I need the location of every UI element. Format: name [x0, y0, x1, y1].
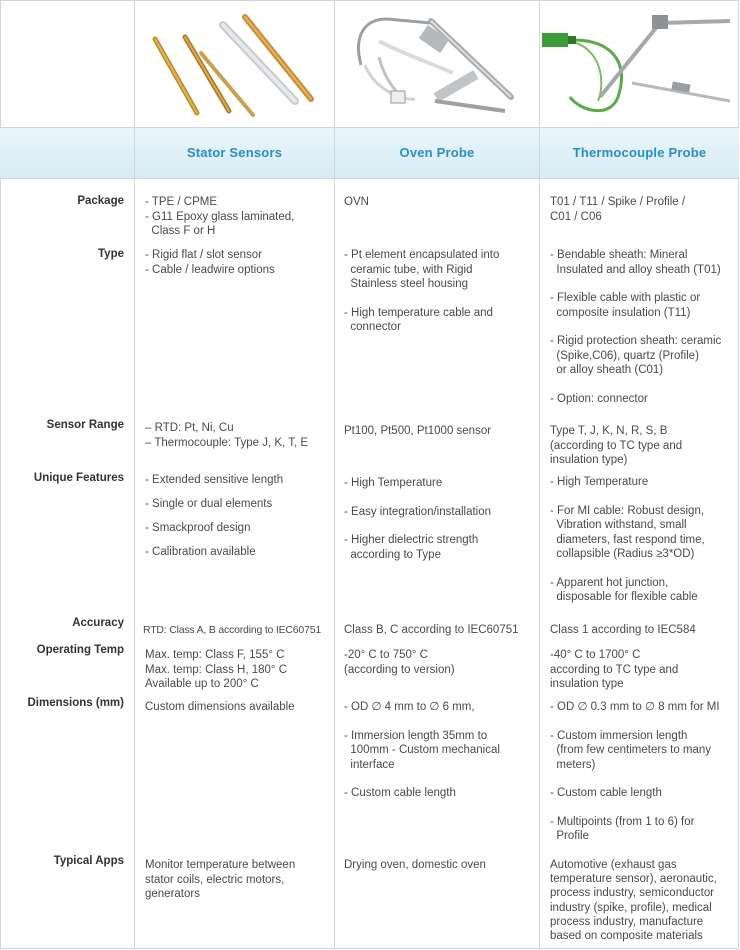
- cell-dimensions-stator: [145, 700, 295, 715]
- cell-optemp-thermocouple: [550, 648, 678, 692]
- cell-text-line: - Extended sensitive length: [145, 474, 284, 486]
- column-title-stator: Stator Sensors: [186, 145, 283, 160]
- cell-text-line: - Multipoints (from 1 to 6) for: [550, 815, 695, 828]
- cell-text-line: - Custom cable length: [550, 787, 662, 799]
- divider: [0, 178, 739, 179]
- cell-package-oven: [344, 195, 369, 210]
- cell-features-thermocouple: [550, 475, 705, 605]
- cell-type-thermocouple: [550, 248, 721, 406]
- cell-text-line: - OD ∅ 4 mm to ∅ 6 mm,: [344, 701, 475, 713]
- paragraph-gap: [550, 715, 720, 729]
- cell-text-line: OVN: [344, 196, 369, 208]
- cell-text-line: interface: [344, 758, 395, 771]
- cell-text-line: process industry, manufacture: [550, 915, 704, 928]
- cell-type-stator: [145, 248, 275, 277]
- cell-text-line: or alloy sheath (C01): [550, 364, 664, 376]
- cell-text-line: - Custom cable length: [344, 787, 456, 799]
- cell-text-line: – Thermocouple: Type J, K, T, E: [145, 436, 309, 449]
- cell-text-line: process industry, semiconductor: [550, 887, 715, 900]
- cell-text-line: ceramic tube, with Rigid: [344, 263, 473, 276]
- stator-sensors-image: [135, 1, 334, 127]
- thermocouple-probe-image: [540, 1, 739, 127]
- cell-text-line: Class B, C according to IEC60751: [344, 624, 519, 636]
- cell-text-line: – RTD: Pt, Ni, Cu: [145, 422, 234, 434]
- row-label-unique-features: Unique Features: [33, 472, 124, 484]
- cell-text-line: - OD ∅ 0.3 mm to ∅ 8 mm for MI: [550, 701, 720, 713]
- row-label-package: Package: [77, 195, 124, 207]
- cell-text-line: - Pt element encapsulated into: [344, 249, 500, 261]
- row-label-dimensions: Dimensions (mm): [27, 697, 124, 709]
- paragraph-gap: [145, 485, 283, 499]
- cell-text-line: - Apparent hot junction,: [550, 576, 669, 589]
- cell-apps-oven: [344, 858, 486, 873]
- cell-text-line: - Custom immersion length: [550, 729, 688, 742]
- paragraph-gap: [344, 519, 491, 533]
- paragraph-gap: [145, 509, 283, 523]
- paragraph-gap: [344, 491, 491, 505]
- cell-accuracy-stator: [143, 623, 321, 638]
- cell-text-line: - Single or dual elements: [145, 498, 273, 510]
- cell-text-line: Stainless steel housing: [344, 278, 469, 290]
- row-label-sensor-range: Sensor Range: [46, 419, 124, 431]
- cell-text-line: diameters, fast respond time,: [550, 533, 705, 546]
- cell-range-stator: [145, 421, 308, 450]
- cell-package-thermocouple: [550, 195, 685, 224]
- cell-text-line: meters): [550, 758, 596, 771]
- cell-accuracy-thermocouple: [550, 623, 696, 638]
- cell-accuracy-oven: [344, 623, 519, 638]
- cell-text-line: Max. temp: Class H, 180° C: [145, 663, 288, 676]
- paragraph-gap: [550, 801, 720, 815]
- cell-text-line: Pt100, Pt500, Pt1000 sensor: [344, 425, 492, 437]
- cell-text-line: disposable for flexible cable: [550, 591, 698, 603]
- cell-text-line: - Calibration available: [145, 546, 256, 558]
- cell-text-line: - Immersion length 35mm to: [344, 729, 488, 742]
- cell-text-line: according to Type: [344, 548, 441, 561]
- cell-text-line: - G11 Epoxy glass laminated,: [145, 210, 295, 223]
- cell-text-line: - Higher dielectric strength: [344, 534, 479, 546]
- cell-text-line: collapsible (Radius ≥3*OD): [550, 548, 695, 560]
- cell-optemp-stator: [145, 648, 287, 692]
- cell-optemp-oven: [344, 648, 455, 677]
- cell-text-line: insulation type: [550, 678, 624, 690]
- cell-text-line: C01 / C06: [550, 210, 602, 223]
- cell-text-line: Available up to 200° C: [145, 678, 259, 690]
- cell-text-line: - Bendable sheath: Mineral: [550, 249, 688, 261]
- cell-text-line: Class F or H: [145, 225, 216, 237]
- cell-text-line: Profile: [550, 830, 589, 842]
- row-label-accuracy: Accuracy: [72, 617, 124, 629]
- cell-text-line: (Spike,C06), quartz (Profile): [550, 349, 699, 362]
- cell-text-line: - For MI cable: Robust design,: [550, 504, 705, 517]
- cell-text-line: RTD: Class A, B according to IEC60751: [143, 624, 321, 636]
- cell-apps-thermocouple: [550, 858, 717, 943]
- cell-text-line: 100mm - Custom mechanical: [344, 744, 500, 756]
- paragraph-gap: [550, 562, 705, 576]
- cell-text-line: - Rigid flat / slot sensor: [145, 249, 262, 261]
- paragraph-gap: [550, 320, 721, 334]
- cell-text-line: Drying oven, domestic oven: [344, 859, 486, 871]
- cell-text-line: stator coils, electric motors,: [145, 873, 285, 886]
- paragraph-gap: [550, 277, 721, 291]
- cell-text-line: - Rigid protection sheath: ceramic: [550, 335, 722, 347]
- paragraph-gap: [344, 292, 499, 306]
- paragraph-gap: [550, 378, 721, 392]
- row-label-operating-temp: Operating Temp: [36, 644, 124, 656]
- cell-package-stator: [145, 195, 294, 239]
- cell-text-line: connector: [344, 321, 401, 333]
- cell-text-line: temperature sensor), aeronautic,: [550, 873, 717, 886]
- cell-text-line: - TPE / CPME: [145, 196, 217, 208]
- cell-text-line: - High Temperature: [344, 477, 443, 489]
- cell-text-line: - Cable / leadwire options: [145, 263, 275, 276]
- paragraph-gap: [550, 490, 705, 504]
- cell-text-line: (according to TC type and: [550, 439, 683, 452]
- cell-text-line: (according to version): [344, 663, 455, 676]
- cell-features-stator: [145, 475, 283, 557]
- cell-text-line: - Flexible cable with plastic or: [550, 292, 701, 304]
- cell-dimensions-thermocouple: [550, 700, 720, 844]
- cell-text-line: insulation type): [550, 454, 628, 466]
- paragraph-gap: [344, 772, 500, 786]
- row-label-type: Type: [98, 248, 124, 260]
- cell-text-line: - High Temperature: [550, 476, 649, 488]
- cell-text-line: -20° C to 750° C: [344, 649, 428, 661]
- row-label-typical-apps: Typical Apps: [53, 855, 124, 867]
- cell-text-line: (from few centimeters to many: [550, 744, 712, 756]
- column-title-thermocouple: Thermocouple Probe: [572, 145, 707, 160]
- cell-text-line: - Option: connector: [550, 392, 648, 405]
- cell-apps-stator: [145, 858, 295, 902]
- cell-text-line: - High temperature cable and: [344, 306, 493, 319]
- cell-text-line: Insulated and alloy sheath (T01): [550, 263, 721, 276]
- cell-range-thermocouple: [550, 424, 682, 468]
- cell-text-line: based on composite materials: [550, 930, 703, 943]
- cell-text-line: Class 1 according to IEC584: [550, 624, 696, 636]
- oven-probe-image: [335, 1, 539, 127]
- cell-text-line: composite insulation (T11): [550, 306, 691, 319]
- column-title-oven: Oven Probe: [399, 145, 475, 160]
- cell-text-line: - Easy integration/installation: [344, 505, 492, 518]
- cell-text-line: industry (spike, profile), medical: [550, 901, 712, 914]
- cell-text-line: generators: [145, 888, 200, 900]
- cell-text-line: - Smackproof design: [145, 522, 251, 534]
- cell-text-line: -40° C to 1700° C: [550, 649, 641, 661]
- paragraph-gap: [145, 533, 283, 547]
- cell-type-oven: [344, 248, 499, 335]
- cell-text-line: T01 / T11 / Spike / Profile /: [550, 196, 686, 208]
- cell-range-oven: [344, 424, 491, 439]
- cell-dimensions-oven: [344, 700, 500, 801]
- cell-text-line: Type T, J, K, N, R, S, B: [550, 425, 668, 437]
- cell-text-line: Automotive (exhaust gas: [550, 859, 677, 871]
- cell-features-oven: [344, 476, 491, 562]
- paragraph-gap: [344, 715, 500, 729]
- cell-text-line: Monitor temperature between: [145, 859, 296, 871]
- cell-text-line: according to TC type and: [550, 663, 679, 676]
- cell-text-line: Custom dimensions available: [145, 701, 295, 713]
- cell-text-line: Vibration withstand, small: [550, 519, 687, 531]
- cell-text-line: Max. temp: Class F, 155° C: [145, 649, 285, 661]
- paragraph-gap: [550, 772, 720, 786]
